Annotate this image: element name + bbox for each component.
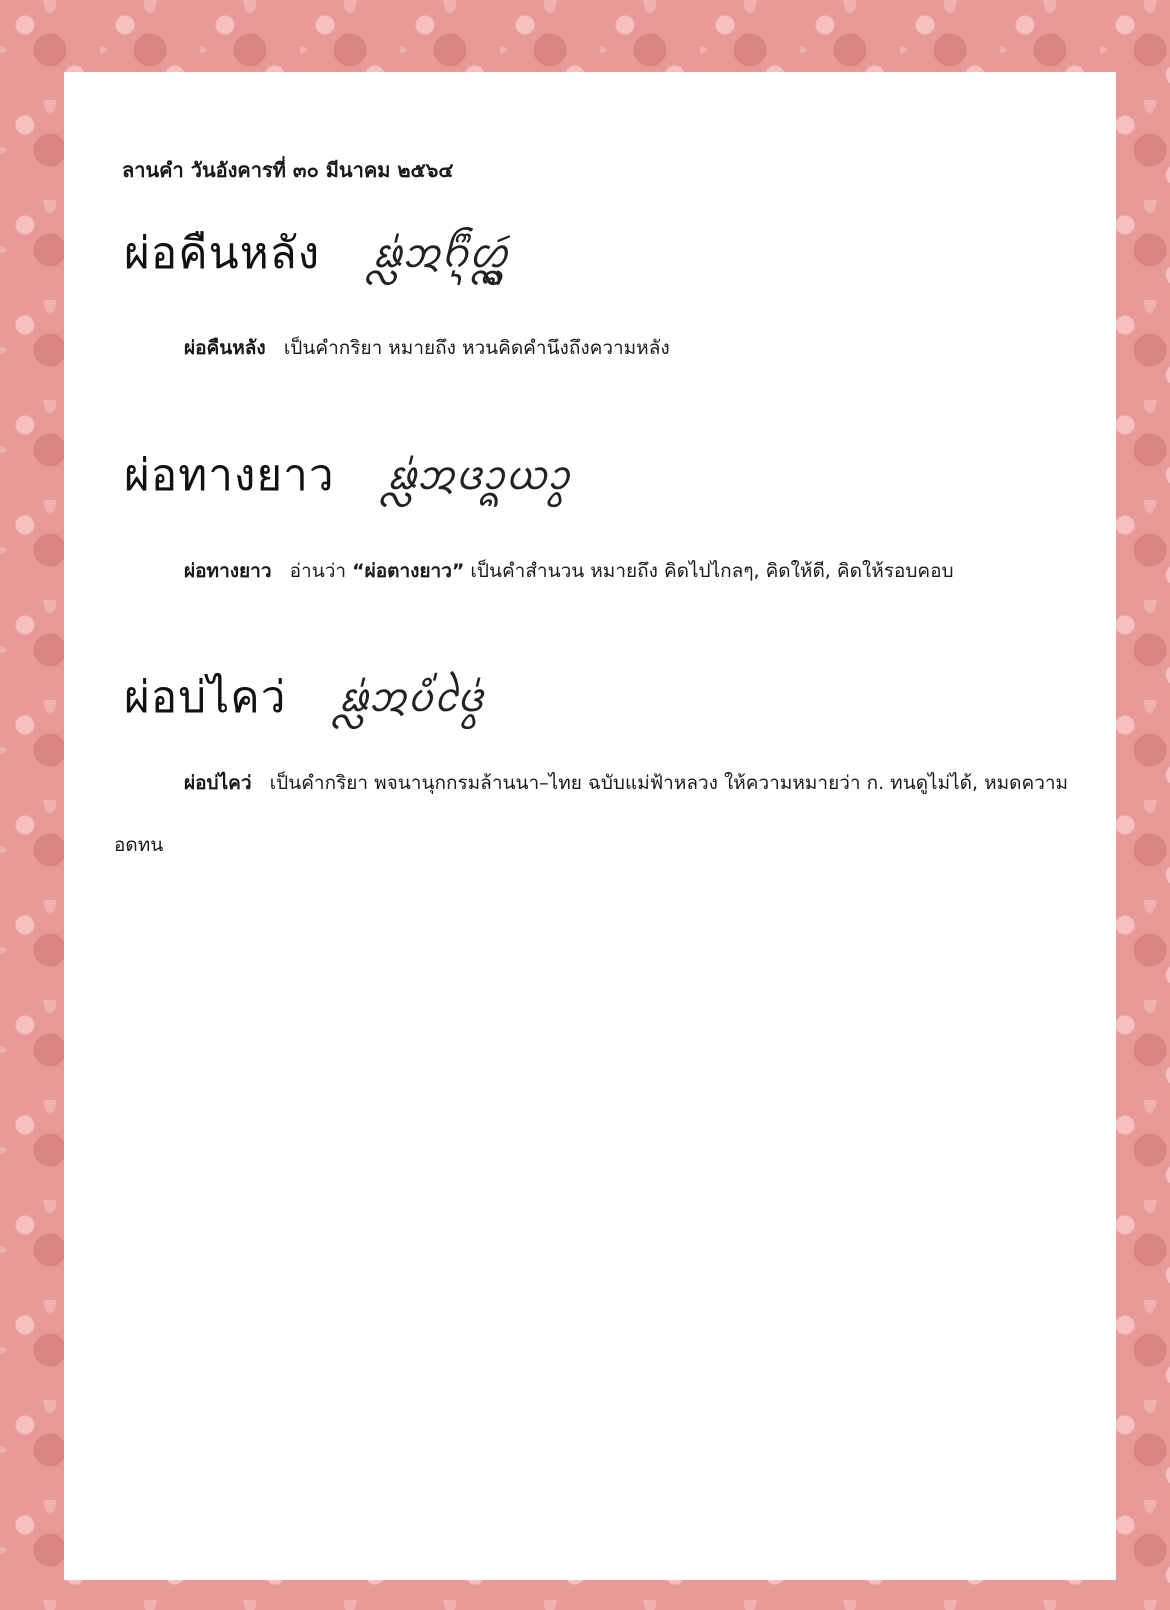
lanna-script-word: ᨹᩖ᩵ᩋᨤᩨ᩠ᨶᩉᩖᩢ᩠ᨦ [372,231,508,277]
thai-word: ผ่อบ่ไคว่ [124,672,287,723]
definition-text: เป็นคำสำนวน หมายถึง คิดไปไกลๆ, คิดให้ดี, คิดให้รอบคอบ [470,560,954,582]
read-as-pronunciation: “ผ่อตางยาว” [352,560,465,582]
definition-term: ผ่อบ่ไคว่ [184,772,252,794]
lanna-script-word: ᨹᩖ᩵ᩋᨴᩣ᩠ᨦᨿᩣ᩠ᩅ [386,453,570,499]
word-heading-1 [124,218,508,288]
definition-term: ผ่อคืนหลัง [184,337,266,359]
definition-paragraph-1 [114,317,1114,379]
read-as-label: อ่านว่า [289,560,347,582]
thai-word: ผ่อคืนหลัง [124,228,321,279]
definition-paragraph-3 [114,752,1114,876]
word-heading-3 [124,662,484,732]
definition-paragraph-2 [114,540,1114,602]
lanna-script-word: ᨹᩖ᩵ᩋᨷᩴ᩵ᨴᩱ᩠ᩅ᩵ [338,675,484,721]
document-page [64,72,1116,1580]
definition-text: เป็นคำกริยา หมายถึง หวนคิดคำนึงถึงความหลัง [283,337,670,359]
definition-term: ผ่อทางยาว [184,560,272,582]
definition-text: เป็นคำกริยา พจนานุกกรมล้านนา–ไทย ฉบับแม่ฟ้าหลวง ให้ความหมายว่า ก. ทนดูไม่ได้, หมดความอดทน [114,772,1069,856]
thai-word: ผ่อทางยาว [124,450,335,501]
word-heading-2 [124,440,570,510]
date-heading: ลานคำ วันอังคารที่ ๓๐ มีนาคม ๒๕๖๔ [122,158,454,182]
